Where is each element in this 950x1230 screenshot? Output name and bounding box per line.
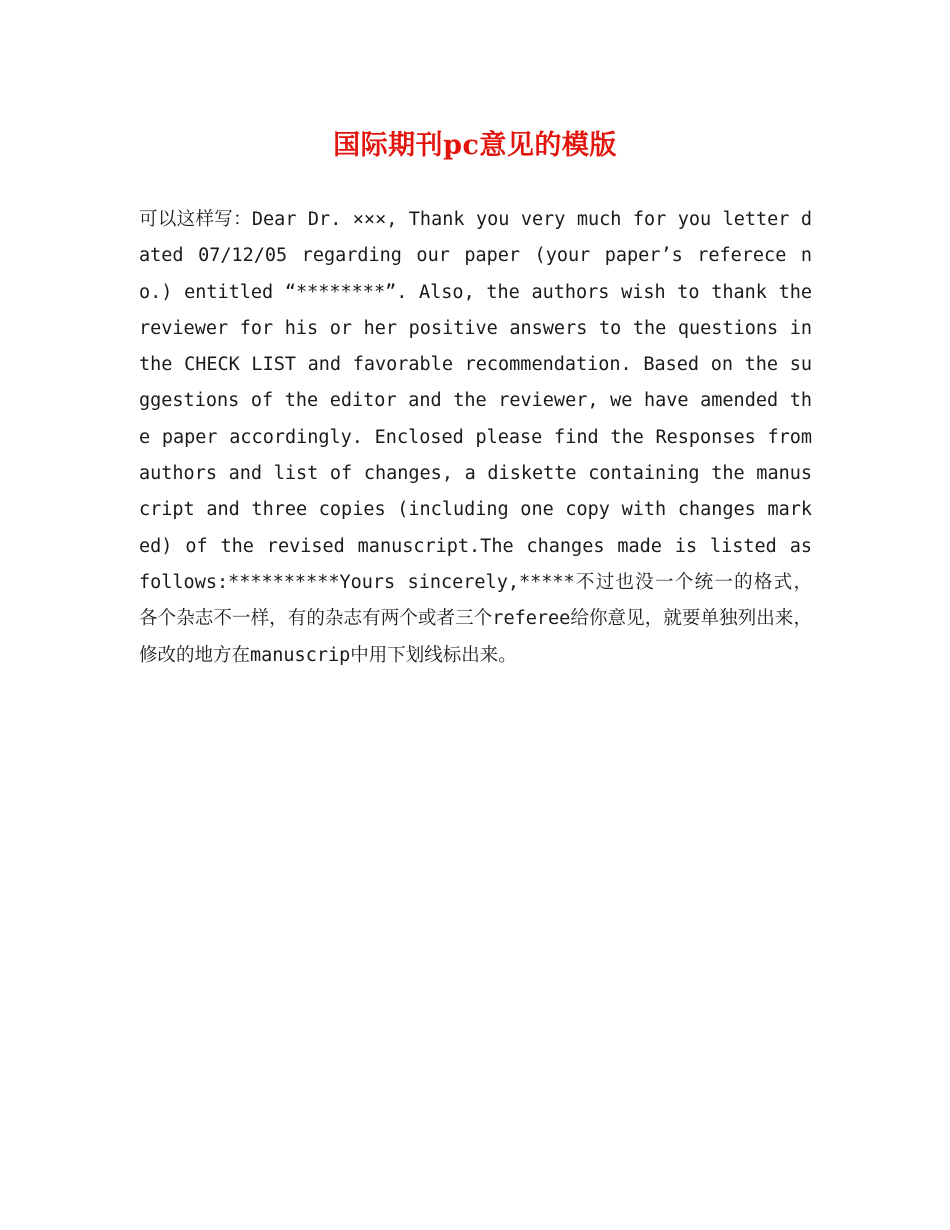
document-title: 国际期刊pc意见的模版	[333, 130, 617, 161]
document-body-paragraph: 可以这样写：Dear Dr. ×××, Thank you very much for you letter dated 07/12/05 regarding our paper (your paper’s referece no.) entitled “********”. Also, the authors wish to thank the reviewer for his or her positive answers to the questions in the CHECK LIST and favorable recommendation. Based on the suggestions of the editor and the reviewer, we have amended the paper accordingly. Enclosed please find the Responses from authors and list of changes, a diskette containing the manuscript and three copies (including one copy with changes marked) of the revised manuscript.The changes made is listed as follows:**********Yours sincerely,*****不过也没一个统一的格式，各个杂志不一样，有的杂志有两个或者三个referee给你意见，就要单独列出来，修改的地方在manuscrip中用下划线标出来。	[139, 209, 812, 666]
